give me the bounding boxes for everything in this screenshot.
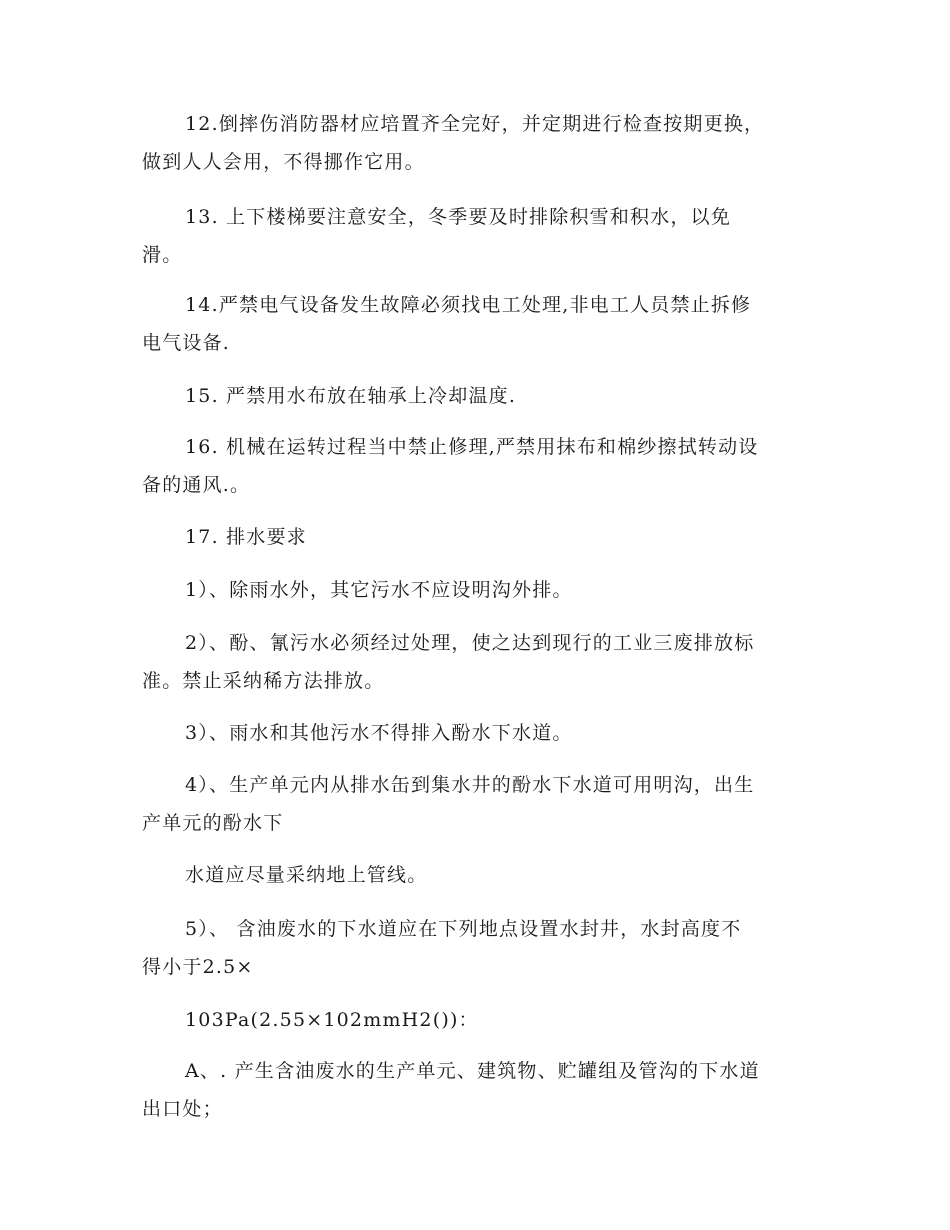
paragraph-line: 准。禁止采纳稀方法排放。	[142, 670, 385, 692]
paragraph-line: 3）、雨水和其他污水不得排入酚水下水道。	[185, 722, 573, 744]
paragraph-17-3	[142, 714, 812, 752]
paragraph-line: 103Pa(2.55×102mmH2())：	[185, 1009, 479, 1031]
paragraph-line: 做到人人会用，不得挪作它用。	[142, 151, 425, 173]
paragraph-14	[142, 286, 812, 362]
paragraph-line: A、. 产生含油废水的生产单元、建筑物、贮罐组及管沟的下水道	[185, 1060, 760, 1082]
paragraph-line: 4）、生产单元内从排水缶到集水井的酚水下水道可用明沟，出生	[185, 774, 755, 796]
paragraph-line: 得小于2.5×	[142, 956, 254, 978]
paragraph-line: 15. 严禁用水布放在轴承上冷却温度.	[185, 385, 517, 407]
paragraph-15	[142, 377, 812, 415]
paragraph-line: 13. 上下楼梯要注意安全，冬季要及时排除积雪和积水，以免	[185, 206, 732, 228]
paragraph-line: 12.倒摔伤消防器材应培置齐全完好，并定期进行检查按期更换，	[185, 113, 765, 135]
paragraph-line: 出口处；	[142, 1098, 223, 1120]
paragraph-17-5-formula	[142, 1001, 812, 1039]
paragraph-17-4-continued	[142, 856, 812, 894]
paragraph-line: 1）、除雨水外，其它污水不应设明沟外排。	[185, 579, 573, 601]
paragraph-17-4	[142, 766, 812, 842]
paragraph-line: 14.严禁电气设备发生故障必须找电工处理,非电工人员禁止拆修	[185, 294, 752, 316]
paragraph-17	[142, 518, 812, 556]
paragraph-line: 备的通风.。	[142, 474, 251, 496]
paragraph-line: 5）、 含油废水的下水道应在下列地点设置水封井，水封高度不	[185, 918, 742, 940]
paragraph-12	[142, 105, 812, 181]
paragraph-17-5-a	[142, 1052, 812, 1128]
paragraph-17-2	[142, 624, 812, 700]
paragraph-17-1	[142, 571, 812, 609]
paragraph-16	[142, 428, 812, 504]
paragraph-line: 17. 排水要求	[185, 526, 307, 548]
paragraph-17-5	[142, 910, 812, 986]
paragraph-line: 水道应尽量采纳地上管线。	[185, 864, 428, 886]
paragraph-line: 滑。	[142, 244, 183, 266]
paragraph-line: 2）、酚、氰污水必须经过处理，使之达到现行的工业三废排放标	[185, 632, 755, 654]
paragraph-line: 产单元的酚水下	[142, 812, 284, 834]
paragraph-line: 电气设备.	[142, 332, 231, 354]
paragraph-13	[142, 198, 812, 274]
paragraph-line: 16. 机械在运转过程当中禁止修理,严禁用抹布和棉纱擦拭转动设	[185, 436, 759, 458]
